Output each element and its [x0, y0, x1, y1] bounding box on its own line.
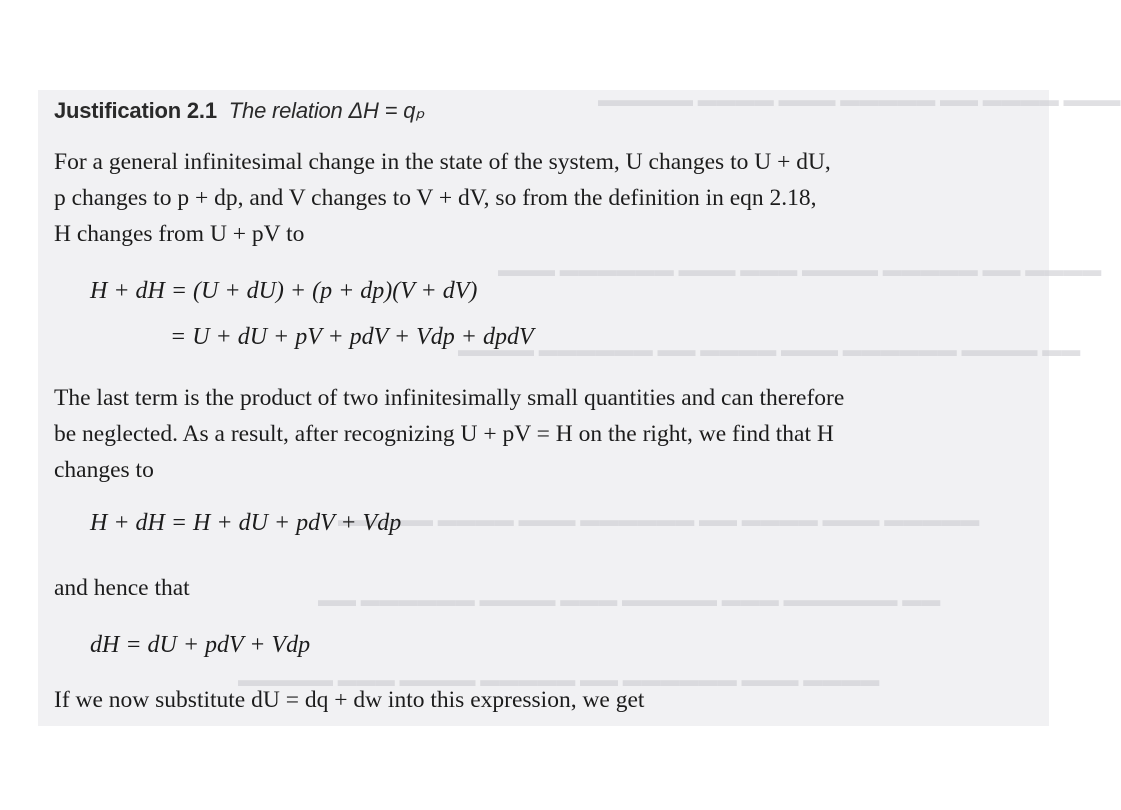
paragraph-neglect — [54, 380, 844, 488]
paragraph-intro — [54, 144, 831, 252]
show-through: ▬▬ ▬▬▬▬ ▬▬▬▬▬▬ ▬▬▬ ▬▬▬▬ ▬▬ ▬▬▬▬▬▬ ▬▬▬▬ — [458, 340, 1081, 361]
heading-title: The relation ΔH = qₚ — [228, 98, 425, 123]
text-line: If we now substitute dU = dq + dw into this expression, we get — [54, 687, 645, 713]
equation-expanded-continued: = U + dU + pV + pdV + Vdp + dpdV — [170, 324, 534, 350]
text-line: The last term is the product of two infinitesimally small quantities and can therefore — [54, 385, 845, 411]
show-through: ▬▬▬▬ ▬▬▬ ▬▬▬▬▬▬ ▬▬ ▬▬▬▬▬ ▬▬▬▬ ▬▬▬ ▬▬▬▬▬ — [238, 670, 880, 691]
text-line: H changes from U + pV to — [54, 221, 305, 247]
text-line: changes to — [54, 457, 154, 483]
text-line: p changes to p + dp, and V changes to V + dV, so from the definition in eqn 2.18, — [54, 185, 817, 211]
textbook-scan — [38, 90, 1121, 726]
show-through: ▬▬▬▬▬ ▬▬▬ ▬▬▬▬ ▬▬ ▬▬▬▬▬▬ ▬▬▬ ▬▬▬▬ ▬▬▬▬▬ — [338, 510, 980, 531]
show-through: ▬▬▬ ▬▬▬▬ ▬▬ ▬▬▬▬▬ ▬▬▬ ▬▬▬▬ ▬▬▬▬▬ — [598, 90, 1121, 111]
text-line: and hence that — [54, 575, 190, 601]
heading-label: Justification 2.1 — [54, 98, 217, 123]
show-through: ▬▬▬▬ ▬▬ ▬▬▬▬▬ ▬▬▬▬ ▬▬▬ ▬▬▬ ▬▬▬▬▬▬ ▬▬▬ — [498, 260, 1102, 281]
text-line: be neglected. As a result, after recognizing U + pV = H on the right, we find that H — [54, 421, 834, 447]
equation-simplified: H + dH = H + dU + pdV + Vdp — [90, 510, 402, 536]
paragraph-substitute — [54, 682, 644, 718]
equation-expanded: H + dH = (U + dU) + (p + dp)(V + dV) — [90, 278, 478, 304]
show-through: ▬▬ ▬▬▬▬▬▬ ▬▬▬ ▬▬▬▬▬ ▬▬▬ ▬▬▬▬ ▬▬▬▬▬▬ ▬▬ — [318, 590, 941, 611]
paragraph-hence — [54, 570, 190, 606]
text-line: For a general infinitesimal change in the state of the system, U changes to U + dU, — [54, 149, 831, 175]
equation-dh: dH = dU + pdV + Vdp — [90, 632, 311, 658]
justification-heading — [54, 98, 424, 124]
